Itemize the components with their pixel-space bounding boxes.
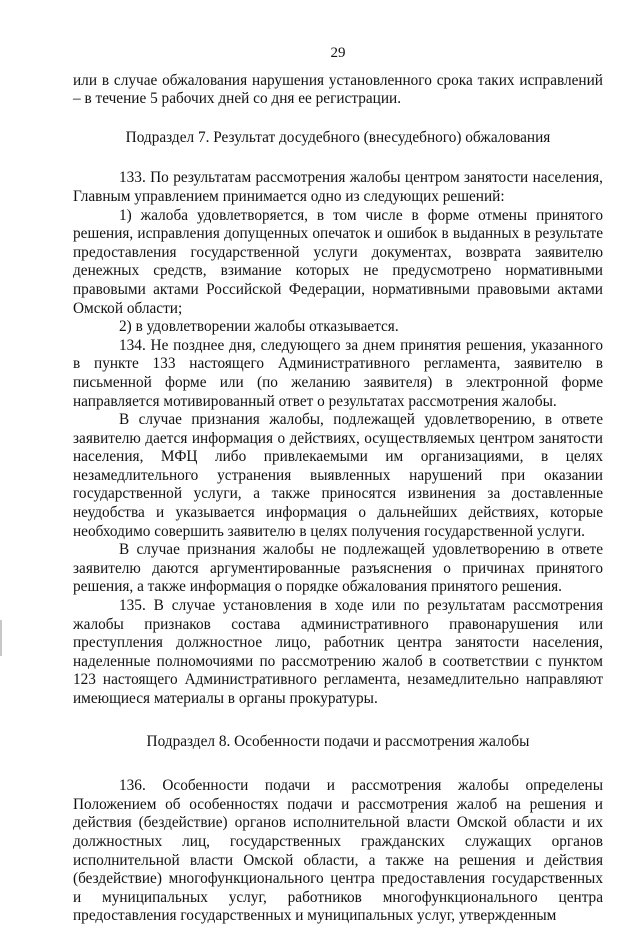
paragraph-133-item-2: 2) в удовлетворении жалобы отказывается. [119, 318, 399, 336]
page-number: 29 [330, 45, 346, 61]
subsection-8-heading: Подраздел 8. Особенности подачи и рассмотрения жалобы [146, 732, 530, 750]
paragraph-134-rejected: В случае признания жалобы не подлежащей удовлетворению в ответе заявителю даются аргументированные разъяснения о причинах принятого решения, а также информация о порядке обжалования принятого решения. [73, 541, 603, 596]
paragraph-136: 136. Особенности подачи и рассмотрения жалобы определены Положением об особенностях подачи и рассмотрения жалоб на решения и действия (бездействие) органов исполнительной власти Омской области и их должностных лиц, государственных гражданских служащих органов исполнительной власти Омской области, а также на решения и действия (бездействие) многофункционального центра предоставления государственных и муниципальных услуг, работников многофункционального центра предоставления государственных и муниципальных услуг, утвержденным [73, 777, 603, 925]
subsection-7-heading: Подраздел 7. Результат досудебного (внесудебного) обжалования [125, 128, 551, 146]
paragraph-134-satisfied: В случае признания жалобы, подлежащей удовлетворению, в ответе заявителю дается информация о действиях, осуществляемых центром занятости населения, МФЦ либо привлекаемыми им организациями, в целях незамедлительного устранения выявленных нарушений при оказании государственной услуги, а также приносятся извинения за доставленные неудобства и указывается информация о дальнейших действиях, которые необходимо совершить заявителю в целях получения государственной услуги. [73, 411, 603, 540]
document-page [73, 44, 603, 926]
paragraph-135: 135. В случае установления в ходе или по результатам рассмотрения жалобы признаков состава административного правонарушения или преступления должностное лицо, работник центра занятости населения, наделенные полномочиями по рассмотрению жалоб в соответствии с пунктом 123 настоящего Административного регламента, незамедлительно направляют имеющиеся материалы в органы прокуратуры. [73, 597, 603, 707]
paragraph-133-item-1: 1) жалоба удовлетворяется, в том числе в форме отмены принятого решения, исправления допущенных опечаток и ошибок в выданных в результате предоставления государственной услуги документах, возврата заявителю денежных средств, взимание которых не предусмотрено нормативными правовыми актами Российской Федерации, нормативными правовыми актами Омской области; [73, 206, 603, 317]
scan-edge-mark [0, 620, 2, 656]
paragraph-133: 133. По результатам рассмотрения жалобы центром занятости населения, Главным управлением принимается одно из следующих решений: [73, 169, 603, 205]
paragraph-134: 134. Не позднее дня, следующего за днем принятия решения, указанного в пункте 133 настоящего Административного регламента, заявителю в письменной форме или (по желанию заявителя) в электронной форме направляется мотивированный ответ о результатах рассмотрения жалобы. [73, 336, 603, 410]
paragraph-continuation: или в случае обжалования нарушения установленного срока таких исправлений – в течение 5 рабочих дней со дня ее регистрации. [73, 71, 603, 108]
